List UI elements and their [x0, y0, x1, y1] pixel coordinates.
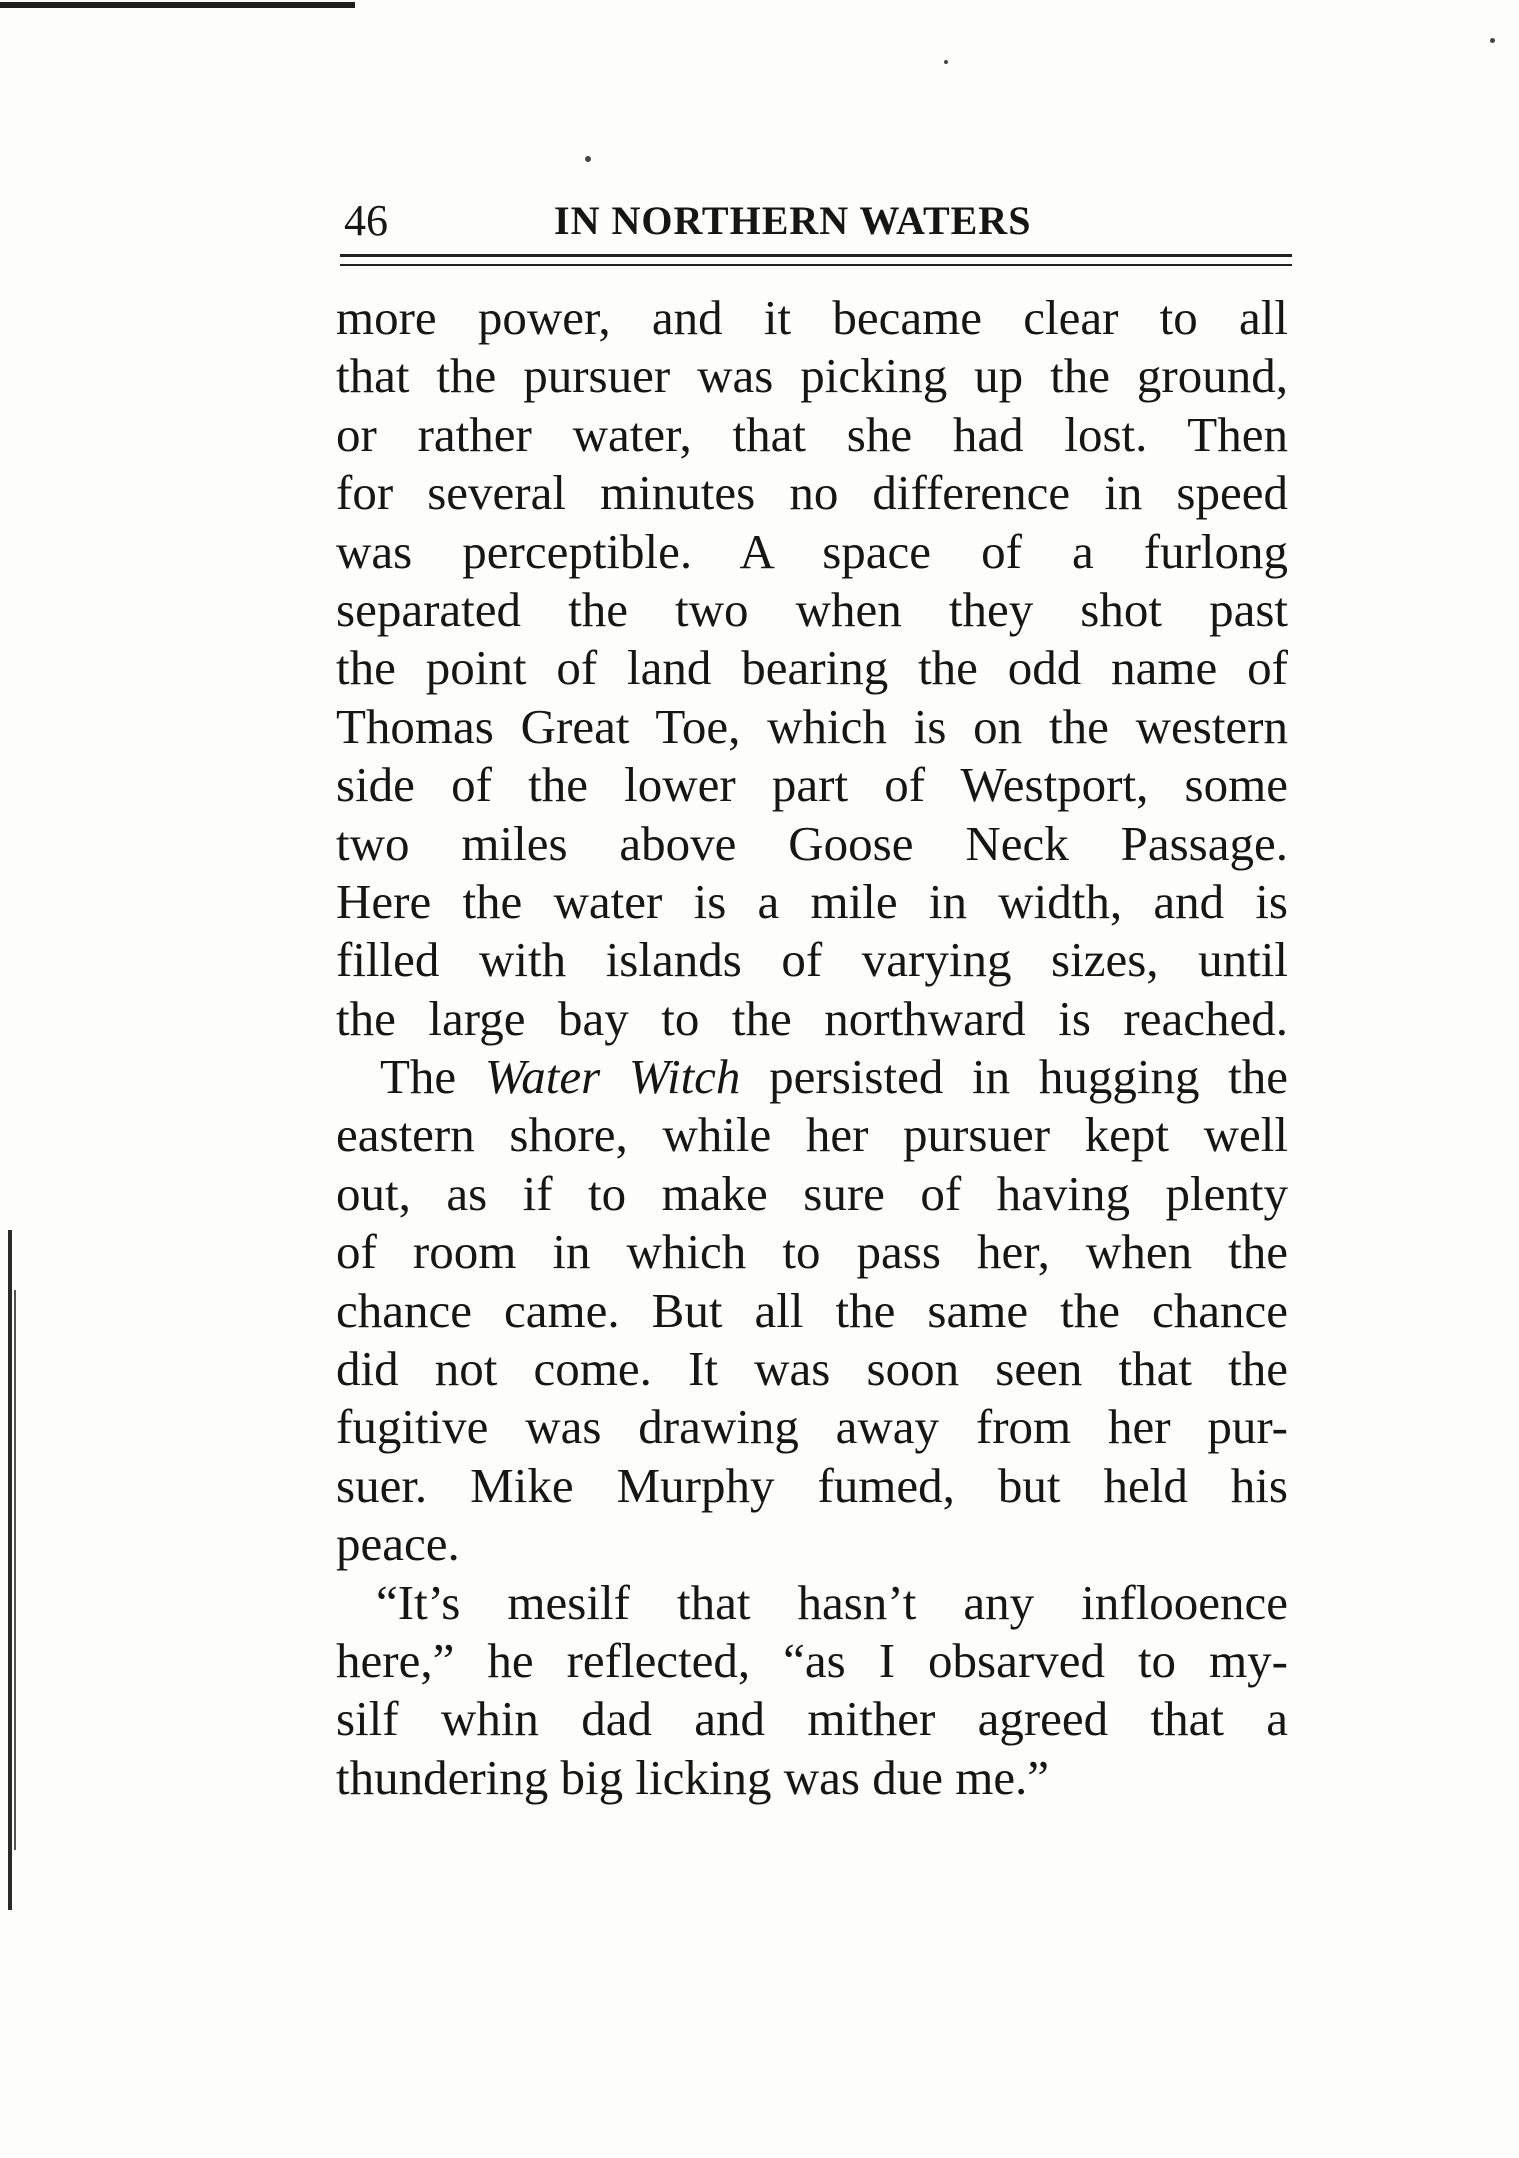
- paragraph-first-line: “It’s mesilf that hasn’t any inflooence: [376, 1574, 1288, 1630]
- vessel-name: Water Witch: [484, 1049, 741, 1105]
- text-line: thundering big licking was due me.”: [336, 1749, 1050, 1805]
- text-line: for several minutes no difference in speed: [336, 465, 1288, 521]
- scan-top-rule: [0, 2, 355, 8]
- scan-speck: [585, 156, 591, 162]
- text-line: side of the lower part of Westport, some: [336, 757, 1288, 813]
- scan-binding-edge: [8, 1230, 12, 1910]
- text-line: more power, and it became clear to all: [336, 290, 1288, 345]
- text-line: peace.: [336, 1516, 460, 1572]
- scan-speck: [944, 60, 948, 64]
- body-text: [336, 289, 1288, 1807]
- text-line: filled with islands of varying sizes, until: [336, 932, 1288, 988]
- scan-speck: [1490, 38, 1495, 43]
- text-line: that the pursuer was picking up the ground,: [336, 348, 1288, 404]
- text-line: the point of land bearing the odd name of: [336, 640, 1288, 696]
- text-line: suer. Mike Murphy fumed, but held his: [336, 1457, 1288, 1513]
- page-header: [344, 196, 1290, 246]
- text-line: did not come. It was soon seen that the: [336, 1341, 1288, 1397]
- text-line: Here the water is a mile in width, and is: [336, 873, 1288, 929]
- text-run: persisted in hugging the: [740, 1049, 1288, 1105]
- text-run: The: [380, 1049, 485, 1105]
- text-line: or rather water, that she had lost. Then: [336, 406, 1288, 462]
- text-line: the large bay to the northward is reached.: [336, 990, 1288, 1046]
- text-line: eastern shore, while her pursuer kept well: [336, 1107, 1288, 1163]
- text-line: out, as if to make sure of having plenty: [336, 1165, 1288, 1221]
- text-line: Thomas Great Toe, which is on the western: [336, 698, 1288, 754]
- text-line: fugitive was drawing away from her pur-: [336, 1399, 1288, 1455]
- text-line: was perceptible. A space of a furlong: [336, 523, 1288, 579]
- scan-binding-edge: [14, 1290, 16, 1850]
- text-line: of room in which to pass her, when the: [336, 1224, 1288, 1280]
- text-line: two miles above Goose Neck Passage.: [336, 815, 1288, 871]
- header-rule: [340, 254, 1292, 257]
- text-line: here,” he reflected, “as I obsarved to my-: [336, 1632, 1288, 1688]
- paragraph-first-line: [336, 1048, 1288, 1106]
- running-head: IN NORTHERN WATERS: [554, 198, 1032, 243]
- header-rule: [340, 264, 1292, 266]
- text-line: chance came. But all the same the chance: [336, 1282, 1288, 1338]
- page-number: 46: [344, 196, 388, 245]
- text-line: separated the two when they shot past: [336, 581, 1288, 637]
- text-line: silf whin dad and mither agreed that a: [336, 1691, 1288, 1747]
